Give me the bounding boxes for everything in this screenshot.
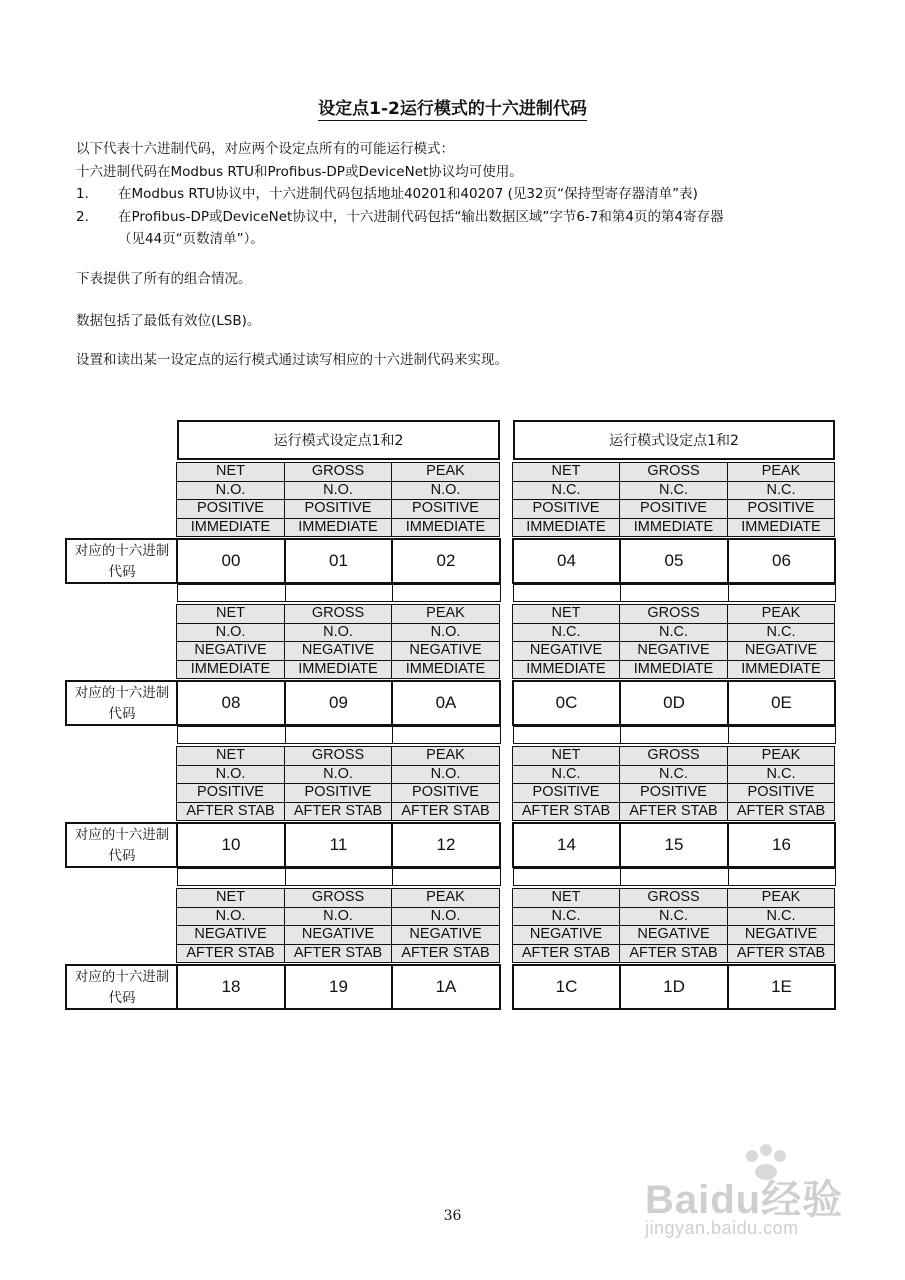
mode-attribute-cell: IMMEDIATE — [284, 518, 392, 538]
paragraph: 设置和读出某一设定点的运行模式通过读写相应的十六进制代码来实现。 — [76, 352, 508, 368]
mode-attribute-cell: NET — [512, 746, 620, 766]
list-item — [76, 183, 836, 206]
baidu-watermark — [645, 1150, 855, 1250]
mode-attribute-cell: NEGATIVE — [619, 925, 728, 945]
hex-code-cell: 0E — [727, 680, 836, 726]
mode-attribute-cell: POSITIVE — [176, 499, 285, 519]
label-line: 代码 — [108, 706, 136, 722]
hex-code-cell: 01 — [284, 538, 393, 584]
mode-attribute-cell: PEAK — [391, 604, 500, 624]
mode-attribute-cell: PEAK — [391, 746, 500, 766]
label-line: 对应的十六进制 — [74, 827, 170, 843]
mode-attribute-cell: GROSS — [284, 604, 392, 624]
list-text: （见44页“页数清单”）。 — [118, 231, 264, 247]
hex-code-cell: 0D — [619, 680, 729, 726]
mode-attribute-cell: N.O. — [284, 481, 392, 501]
hex-code-cell: 1E — [727, 964, 836, 1010]
mode-attribute-cell: PEAK — [727, 604, 835, 624]
paragraph: 数据包括了最低有效位(LSB)。 — [76, 313, 261, 329]
mode-attribute-cell: GROSS — [619, 888, 728, 908]
list-item — [76, 206, 836, 229]
spacer-cell — [620, 584, 729, 602]
mode-attribute-cell: NET — [512, 604, 620, 624]
page-number: 36 — [443, 1208, 462, 1224]
mode-attribute-cell: IMMEDIATE — [176, 660, 285, 680]
hex-code-cell: 11 — [284, 822, 393, 868]
mode-attribute-cell: IMMEDIATE — [727, 518, 835, 538]
mode-attribute-cell: NEGATIVE — [619, 641, 728, 661]
mode-attribute-cell: N.C. — [619, 907, 728, 927]
mode-attribute-cell: GROSS — [619, 604, 728, 624]
hex-code-row-label — [65, 964, 179, 1010]
mode-attribute-cell: IMMEDIATE — [176, 518, 285, 538]
spacer-cell — [392, 868, 501, 886]
mode-attribute-cell: N.O. — [176, 907, 285, 927]
hex-code-cell: 15 — [619, 822, 729, 868]
hex-code-cell: 12 — [391, 822, 501, 868]
mode-attribute-cell: AFTER STAB — [512, 802, 620, 822]
mode-attribute-cell: POSITIVE — [512, 499, 620, 519]
mode-attribute-cell: N.O. — [176, 623, 285, 643]
mode-attribute-cell: IMMEDIATE — [512, 518, 620, 538]
hex-code-cell: 0A — [391, 680, 501, 726]
mode-attribute-cell: NET — [176, 604, 285, 624]
spacer-cell — [513, 726, 621, 744]
mode-attribute-cell: N.O. — [391, 765, 500, 785]
mode-attribute-cell: NEGATIVE — [512, 641, 620, 661]
mode-attribute-cell: N.O. — [176, 481, 285, 501]
hex-code-cell: 10 — [176, 822, 286, 868]
hex-code-cell: 06 — [727, 538, 836, 584]
mode-attribute-cell: POSITIVE — [284, 499, 392, 519]
intro-line: 十六进制代码在Modbus RTU和Profibus-DP或DeviceNet协议均可使用。 — [76, 163, 523, 180]
mode-attribute-cell: AFTER STAB — [391, 944, 500, 964]
mode-attribute-cell: IMMEDIATE — [619, 660, 728, 680]
hex-code-cell: 16 — [727, 822, 836, 868]
mode-attribute-cell: POSITIVE — [619, 783, 728, 803]
list-text: 在Profibus-DP或DeviceNet协议中，十六进制代码包括“输出数据区域”字节6-7和第4页的第4寄存器 — [118, 208, 724, 225]
mode-attribute-cell: AFTER STAB — [619, 944, 728, 964]
mode-attribute-cell: N.C. — [727, 765, 835, 785]
spacer-cell — [177, 584, 286, 602]
hex-code-cell: 09 — [284, 680, 393, 726]
mode-attribute-cell: POSITIVE — [727, 783, 835, 803]
mode-attribute-cell: AFTER STAB — [284, 802, 392, 822]
intro-line: 以下代表十六进制代码，对应两个设定点所有的可能运行模式： — [76, 141, 454, 157]
hex-code-cell: 05 — [619, 538, 729, 584]
mode-attribute-cell: N.C. — [512, 765, 620, 785]
spacer-cell — [513, 584, 621, 602]
mode-attribute-cell: POSITIVE — [284, 783, 392, 803]
label-line: 对应的十六进制 — [74, 685, 170, 701]
mode-attribute-cell: NEGATIVE — [284, 925, 392, 945]
mode-attribute-cell: PEAK — [727, 462, 835, 482]
hex-code-row-label — [65, 680, 179, 726]
mode-attribute-cell: POSITIVE — [512, 783, 620, 803]
mode-attribute-cell: NET — [512, 462, 620, 482]
label-line: 代码 — [108, 848, 136, 864]
mode-attribute-cell: IMMEDIATE — [391, 518, 500, 538]
watermark-brand: Baidu经验 — [645, 1178, 844, 1222]
paragraph: 下表提供了所有的组合情况。 — [76, 271, 252, 287]
spacer-cell — [728, 726, 836, 744]
mode-attribute-cell: AFTER STAB — [176, 944, 285, 964]
mode-attribute-cell: NEGATIVE — [176, 925, 285, 945]
hex-code-cell: 02 — [391, 538, 501, 584]
watermark-url: jingyan.baidu.com — [645, 1218, 799, 1238]
spacer-cell — [728, 868, 836, 886]
spacer-cell — [392, 726, 501, 744]
mode-attribute-cell: PEAK — [727, 888, 835, 908]
mode-attribute-cell: AFTER STAB — [391, 802, 500, 822]
mode-attribute-cell: GROSS — [619, 462, 728, 482]
mode-attribute-cell: AFTER STAB — [619, 802, 728, 822]
mode-attribute-cell: GROSS — [284, 888, 392, 908]
mode-attribute-cell: NET — [176, 746, 285, 766]
hex-code-cell: 1C — [512, 964, 621, 1010]
spacer-cell — [285, 584, 393, 602]
mode-attribute-cell: POSITIVE — [176, 783, 285, 803]
mode-attribute-cell: NEGATIVE — [284, 641, 392, 661]
spacer-cell — [620, 868, 729, 886]
mode-attribute-cell: NET — [176, 462, 285, 482]
mode-attribute-cell: NEGATIVE — [391, 925, 500, 945]
mode-attribute-cell: AFTER STAB — [512, 944, 620, 964]
hex-code-cell: 14 — [512, 822, 621, 868]
mode-attribute-cell: POSITIVE — [727, 499, 835, 519]
mode-attribute-cell: NEGATIVE — [727, 925, 835, 945]
spacer-cell — [177, 726, 286, 744]
spacer-cell — [728, 584, 836, 602]
hex-code-cell: 08 — [176, 680, 286, 726]
label-line: 对应的十六进制 — [74, 969, 170, 985]
mode-attribute-cell: N.O. — [176, 765, 285, 785]
mode-attribute-cell: N.C. — [619, 623, 728, 643]
mode-attribute-cell: AFTER STAB — [284, 944, 392, 964]
mode-attribute-cell: N.O. — [391, 481, 500, 501]
mode-attribute-cell: N.C. — [619, 765, 728, 785]
mode-attribute-cell: N.C. — [727, 623, 835, 643]
mode-attribute-cell: N.O. — [284, 907, 392, 927]
mode-attribute-cell: GROSS — [284, 462, 392, 482]
mode-attribute-cell: NET — [176, 888, 285, 908]
mode-attribute-cell: GROSS — [284, 746, 392, 766]
hex-code-cell: 1A — [391, 964, 501, 1010]
label-line: 代码 — [108, 990, 136, 1006]
hex-code-row-label — [65, 538, 179, 584]
hex-code-cell: 1D — [619, 964, 729, 1010]
label-line: 对应的十六进制 — [74, 543, 170, 559]
mode-attribute-cell: N.O. — [391, 907, 500, 927]
spacer-cell — [285, 726, 393, 744]
mode-attribute-cell: NEGATIVE — [512, 925, 620, 945]
hex-code-cell: 18 — [176, 964, 286, 1010]
mode-attribute-cell: POSITIVE — [391, 783, 500, 803]
mode-attribute-cell: N.O. — [284, 623, 392, 643]
label-line: 代码 — [108, 564, 136, 580]
mode-attribute-cell: N.C. — [619, 481, 728, 501]
mode-attribute-cell: GROSS — [619, 746, 728, 766]
hex-code-cell: 0C — [512, 680, 621, 726]
intro-text — [76, 138, 836, 251]
mode-attribute-cell: N.C. — [727, 481, 835, 501]
spacer-cell — [620, 726, 729, 744]
mode-attribute-cell: N.O. — [284, 765, 392, 785]
mode-attribute-cell: NEGATIVE — [727, 641, 835, 661]
spacer-cell — [177, 868, 286, 886]
list-item-continuation — [76, 228, 836, 251]
table-header-left: 运行模式设定点1和2 — [177, 420, 500, 460]
mode-attribute-cell: IMMEDIATE — [391, 660, 500, 680]
list-number: 2. — [76, 208, 89, 225]
mode-attribute-cell: POSITIVE — [619, 499, 728, 519]
hex-code-cell: 00 — [176, 538, 286, 584]
mode-attribute-cell: IMMEDIATE — [284, 660, 392, 680]
mode-attribute-cell: NET — [512, 888, 620, 908]
mode-attribute-cell: PEAK — [391, 888, 500, 908]
mode-attribute-cell: NEGATIVE — [391, 641, 500, 661]
spacer-cell — [285, 868, 393, 886]
mode-attribute-cell: NEGATIVE — [176, 641, 285, 661]
mode-attribute-cell: POSITIVE — [391, 499, 500, 519]
mode-attribute-cell: AFTER STAB — [727, 802, 835, 822]
spacer-cell — [513, 868, 621, 886]
mode-attribute-cell: AFTER STAB — [727, 944, 835, 964]
mode-attribute-cell: IMMEDIATE — [512, 660, 620, 680]
page-title: 设定点1-2运行模式的十六进制代码 — [318, 99, 587, 119]
mode-attribute-cell: N.C. — [727, 907, 835, 927]
mode-attribute-cell: PEAK — [727, 746, 835, 766]
mode-attribute-cell: IMMEDIATE — [727, 660, 835, 680]
mode-attribute-cell: IMMEDIATE — [619, 518, 728, 538]
hex-code-row-label — [65, 822, 179, 868]
list-text: 在Modbus RTU协议中，十六进制代码包括地址40201和40207 (见32页“保持型寄存器清单”表) — [118, 186, 698, 202]
mode-attribute-cell: N.O. — [391, 623, 500, 643]
hex-code-cell: 19 — [284, 964, 393, 1010]
table-header-right: 运行模式设定点1和2 — [513, 420, 835, 460]
mode-attribute-cell: AFTER STAB — [176, 802, 285, 822]
mode-attribute-cell: N.C. — [512, 907, 620, 927]
hex-code-cell: 04 — [512, 538, 621, 584]
mode-attribute-cell: N.C. — [512, 623, 620, 643]
spacer-cell — [392, 584, 501, 602]
mode-attribute-cell: N.C. — [512, 481, 620, 501]
list-number: 1. — [76, 186, 89, 202]
mode-attribute-cell: PEAK — [391, 462, 500, 482]
